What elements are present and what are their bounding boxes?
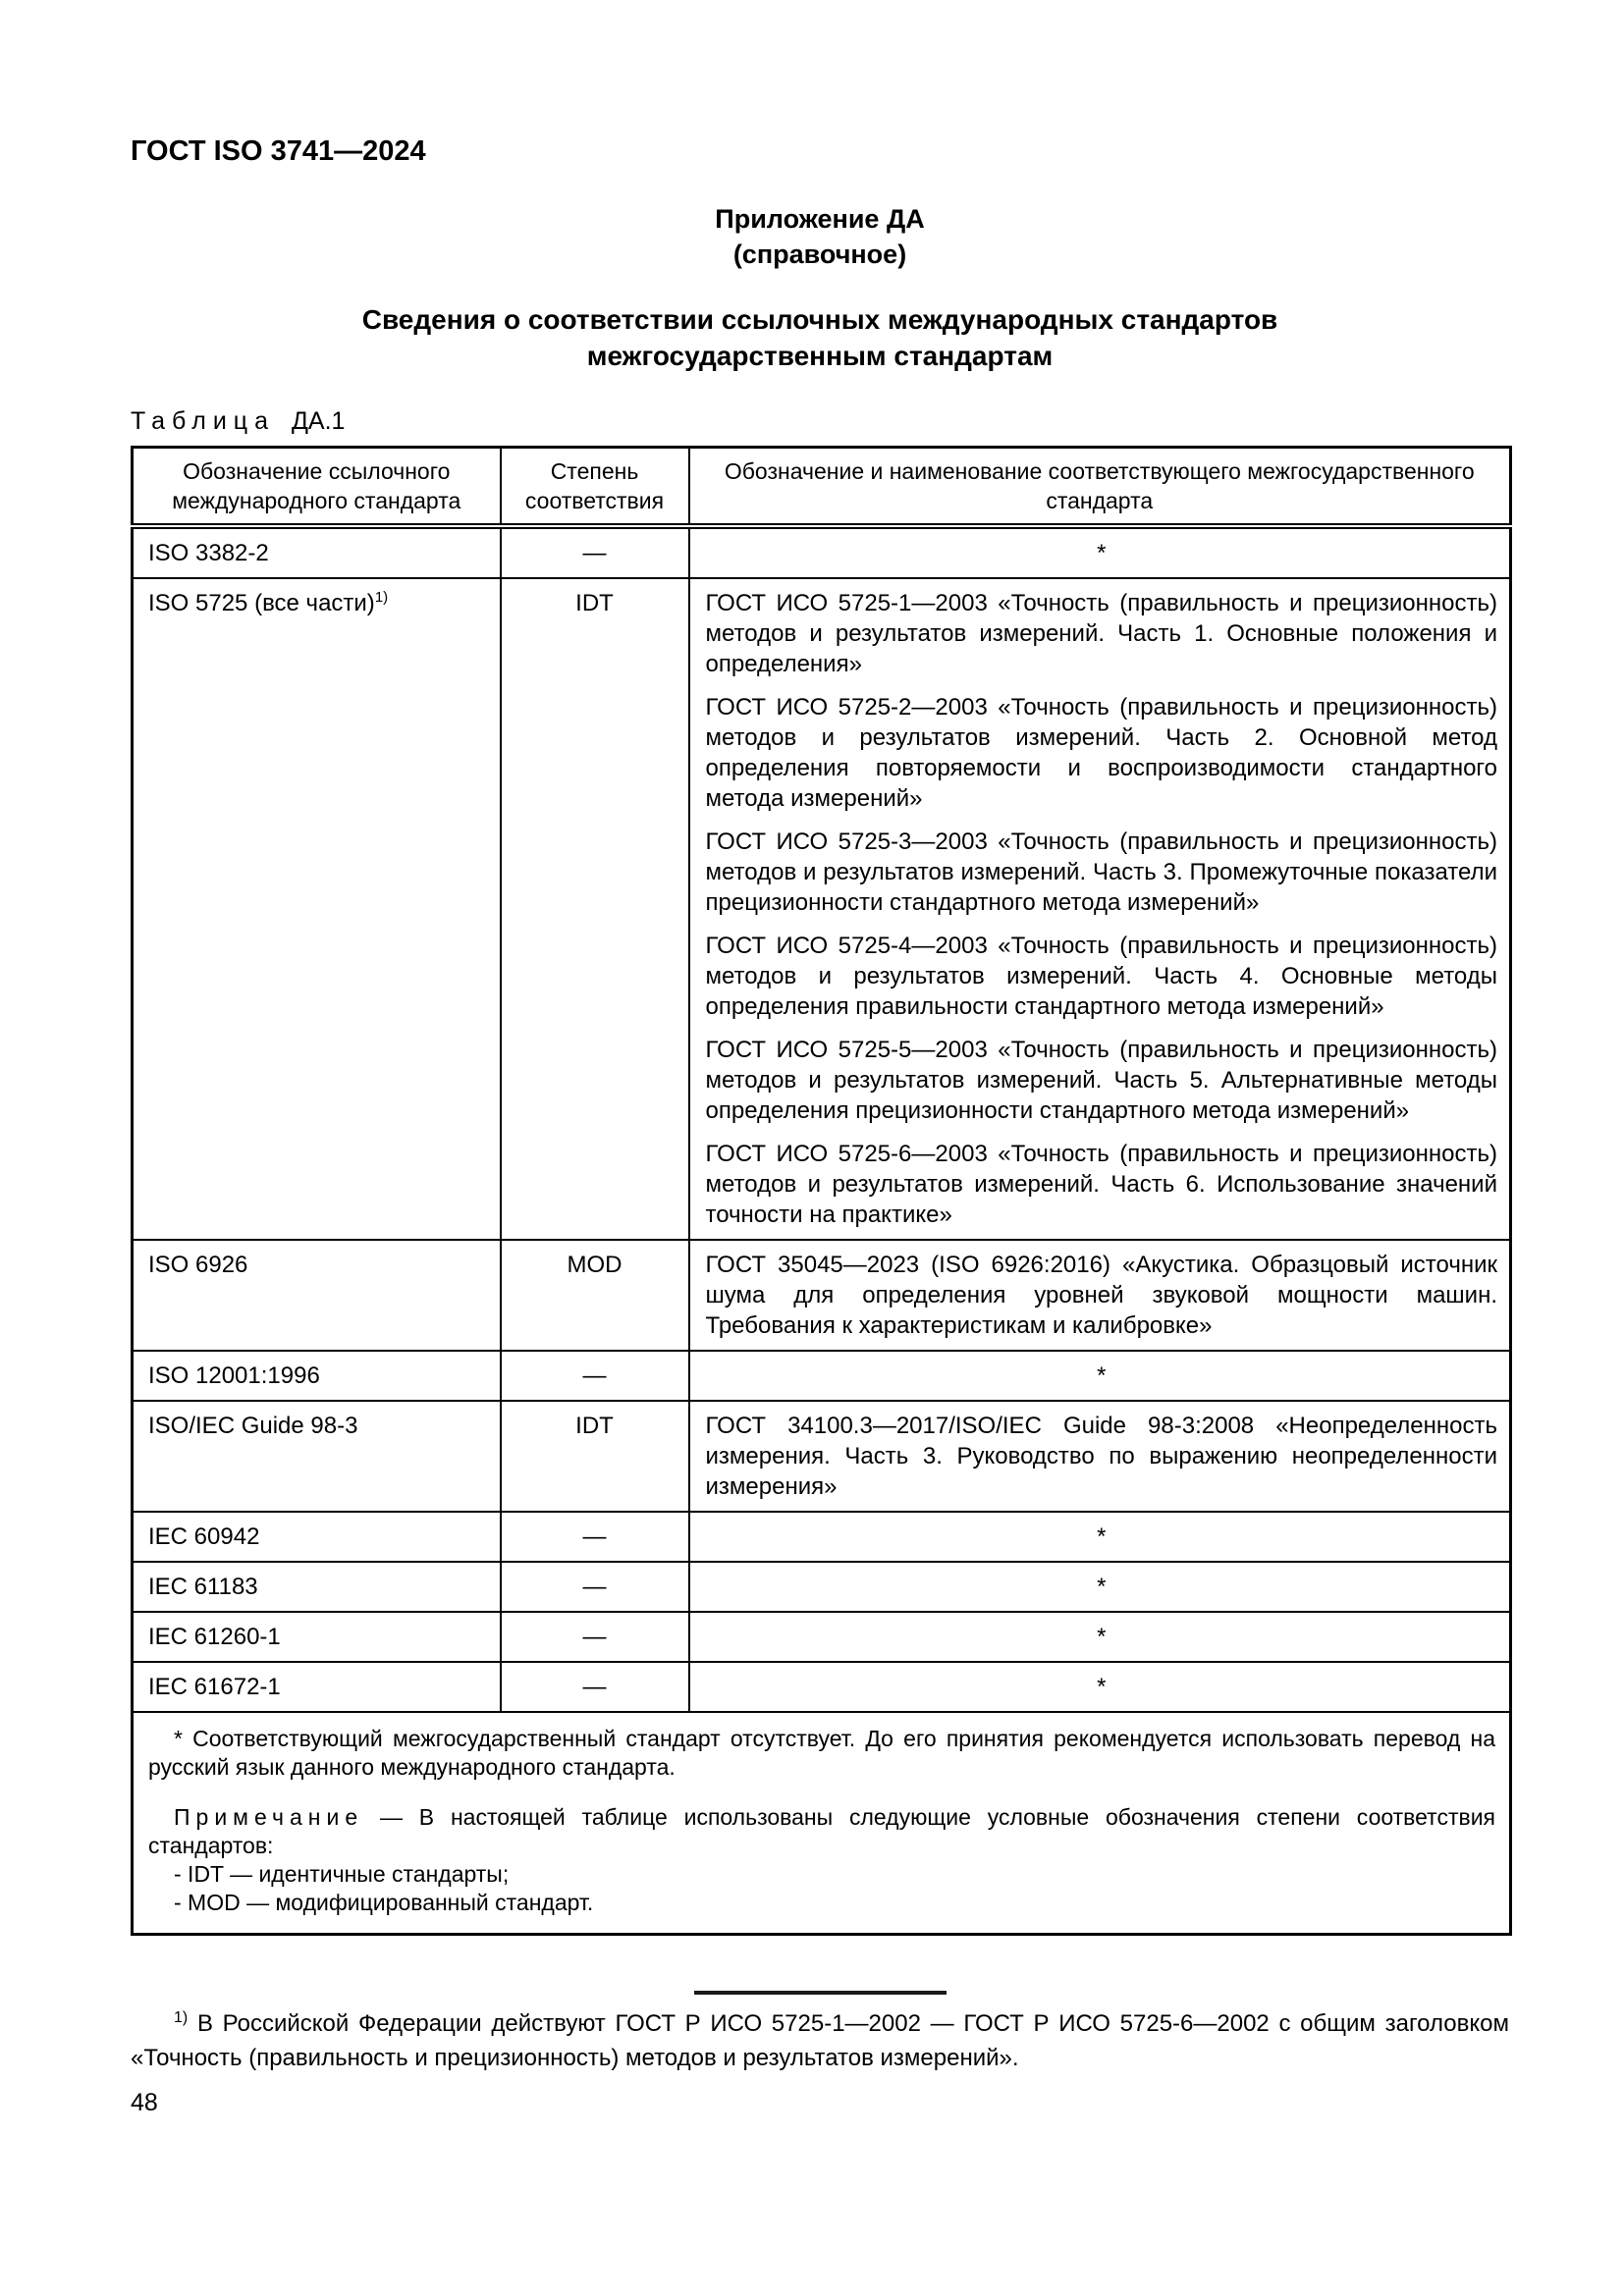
ref-footnote-marker: 1): [374, 589, 389, 606]
desc-paragraph: ГОСТ 35045—2023 (ISO 6926:2016) «Акустика. Образцовый источник шума для определения уровней звуковой мощности машин. Требования к характеристикам и калибровке»: [705, 1252, 1497, 1339]
desc-paragraph: ГОСТ ИСО 5725-3—2003 «Точность (правильность и прецизионность) методов и результатов измерений. Часть 3. Промежуточные показатели прецизионности стандартного метода измерений»: [705, 828, 1497, 916]
degree-cell: —: [501, 1612, 689, 1662]
degree-cell: —: [501, 1562, 689, 1612]
ref-cell: IEC 61183: [133, 1562, 501, 1612]
ref-cell: ISO/IEC Guide 98-3: [133, 1401, 501, 1512]
degree-cell: —: [501, 526, 689, 578]
table-row: [133, 1351, 1511, 1401]
table-row: [133, 578, 1511, 1240]
degree-cell: —: [501, 1512, 689, 1562]
desc-cell: *: [689, 1512, 1511, 1562]
desc-paragraph: ГОСТ ИСО 5725-6—2003 «Точность (правильность и прецизионность) методов и результатов измерений. Часть 6. Использование значений точности на практике»: [705, 1141, 1497, 1228]
table-row: [133, 1562, 1511, 1612]
desc-cell: *: [689, 1351, 1511, 1401]
table-note-row: [133, 1712, 1511, 1935]
col-header-ref: Обозначение ссылочного международного стандарта: [133, 448, 501, 527]
desc-paragraph: ГОСТ 34100.3—2017/ISO/IEC Guide 98-3:2008 «Неопределенность измерения. Часть 3. Руководство по выражению неопределенности измерения»: [705, 1413, 1497, 1500]
desc-cell: [689, 1401, 1511, 1512]
desc-cell: *: [689, 1662, 1511, 1712]
desc-paragraph: ГОСТ ИСО 5725-5—2003 «Точность (правильность и прецизионность) методов и результатов измерений. Часть 5. Альтернативные методы определения прецизионности стандартного метода измерений»: [705, 1037, 1497, 1124]
degree-cell: —: [501, 1351, 689, 1401]
ref-cell: [133, 578, 501, 1240]
degree-cell: MOD: [501, 1240, 689, 1351]
appendix-block: [131, 201, 1509, 272]
table-row: [133, 1512, 1511, 1562]
table-row: [133, 526, 1511, 578]
ref-cell: IEC 60942: [133, 1512, 501, 1562]
section-title: [131, 301, 1509, 374]
table-row: [133, 1401, 1511, 1512]
doc-code: ГОСТ ISO 3741—2024: [131, 135, 426, 167]
col-header-desc: Обозначение и наименование соответствующего межгосударственного стандарта: [689, 448, 1511, 527]
ref-text: ISO 5725 (все части): [148, 590, 375, 616]
table-row: [133, 1662, 1511, 1712]
standards-correspondence-table: [131, 446, 1512, 1936]
note-item: - IDT — идентичные стандарты;: [174, 1861, 510, 1887]
page-footnote: [131, 2006, 1509, 2075]
col-header-degree: Степень соответствия: [501, 448, 689, 527]
footnote-text: В Российской Федерации действуют ГОСТ Р ИСО 5725-1—2002 — ГОСТ Р ИСО 5725-6—2002 с общим заголовком «Точность (правильность и прецизионность) методов и результатов измерений».: [131, 2010, 1509, 2071]
note-text: — В настоящей таблице использованы следующие условные обозначения степени соответствия стандартов:: [148, 1804, 1496, 1858]
degree-cell: IDT: [501, 1401, 689, 1512]
appendix-subtitle: (справочное): [732, 240, 907, 269]
ref-cell: ISO 12001:1996: [133, 1351, 501, 1401]
ref-cell: IEC 61260-1: [133, 1612, 501, 1662]
table-notes: [133, 1712, 1511, 1935]
section-title-line2: межгосударственным стандартам: [586, 341, 1054, 371]
section-title-line1: Сведения о соответствии ссылочных международных стандартов: [361, 304, 1278, 335]
table-caption: [131, 407, 1509, 436]
page-content: [131, 0, 1509, 2117]
degree-cell: —: [501, 1662, 689, 1712]
ref-cell: ISO 3382-2: [133, 526, 501, 578]
desc-paragraph: ГОСТ ИСО 5725-4—2003 «Точность (правильность и прецизионность) методов и результатов измерений. Часть 4. Основные методы определения правильности стандартного метода измерений»: [705, 933, 1497, 1020]
desc-paragraph: ГОСТ ИСО 5725-1—2003 «Точность (правильность и прецизионность) методов и результатов измерений. Часть 1. Основные положения и определения»: [705, 590, 1497, 677]
desc-cell: *: [689, 1562, 1511, 1612]
footnote-divider: [694, 1991, 947, 1995]
note-item: - MOD — модифицированный стандарт.: [174, 1890, 594, 1915]
desc-cell: *: [689, 526, 1511, 578]
table-row: [133, 1240, 1511, 1351]
desc-paragraph: ГОСТ ИСО 5725-2—2003 «Точность (правильность и прецизионность) методов и результатов измерений. Часть 2. Основной метод определения повторяемости и воспроизводимости стандартного метода измерений»: [705, 694, 1497, 812]
ref-cell: ISO 6926: [133, 1240, 501, 1351]
table-caption-number: ДА.1: [291, 407, 346, 435]
note-paragraph: [148, 1803, 1495, 1860]
desc-cell: [689, 1240, 1511, 1351]
footnote-marker: 1): [174, 2009, 189, 2026]
table-row: [133, 1612, 1511, 1662]
page-number: 48: [131, 2089, 158, 2116]
appendix-title: Приложение ДА: [715, 204, 925, 234]
table-header-row: [133, 448, 1511, 527]
note-label: Примечание: [174, 1804, 364, 1830]
table-caption-label: Таблица: [131, 407, 276, 435]
ref-cell: IEC 61672-1: [133, 1662, 501, 1712]
star-note: * Соответствующий межгосударственный стандарт отсутствует. До его принятия рекомендуется использовать перевод на русский язык данного международного стандарта.: [148, 1726, 1495, 1780]
degree-cell: IDT: [501, 578, 689, 1240]
desc-cell: *: [689, 1612, 1511, 1662]
desc-cell: [689, 578, 1511, 1240]
